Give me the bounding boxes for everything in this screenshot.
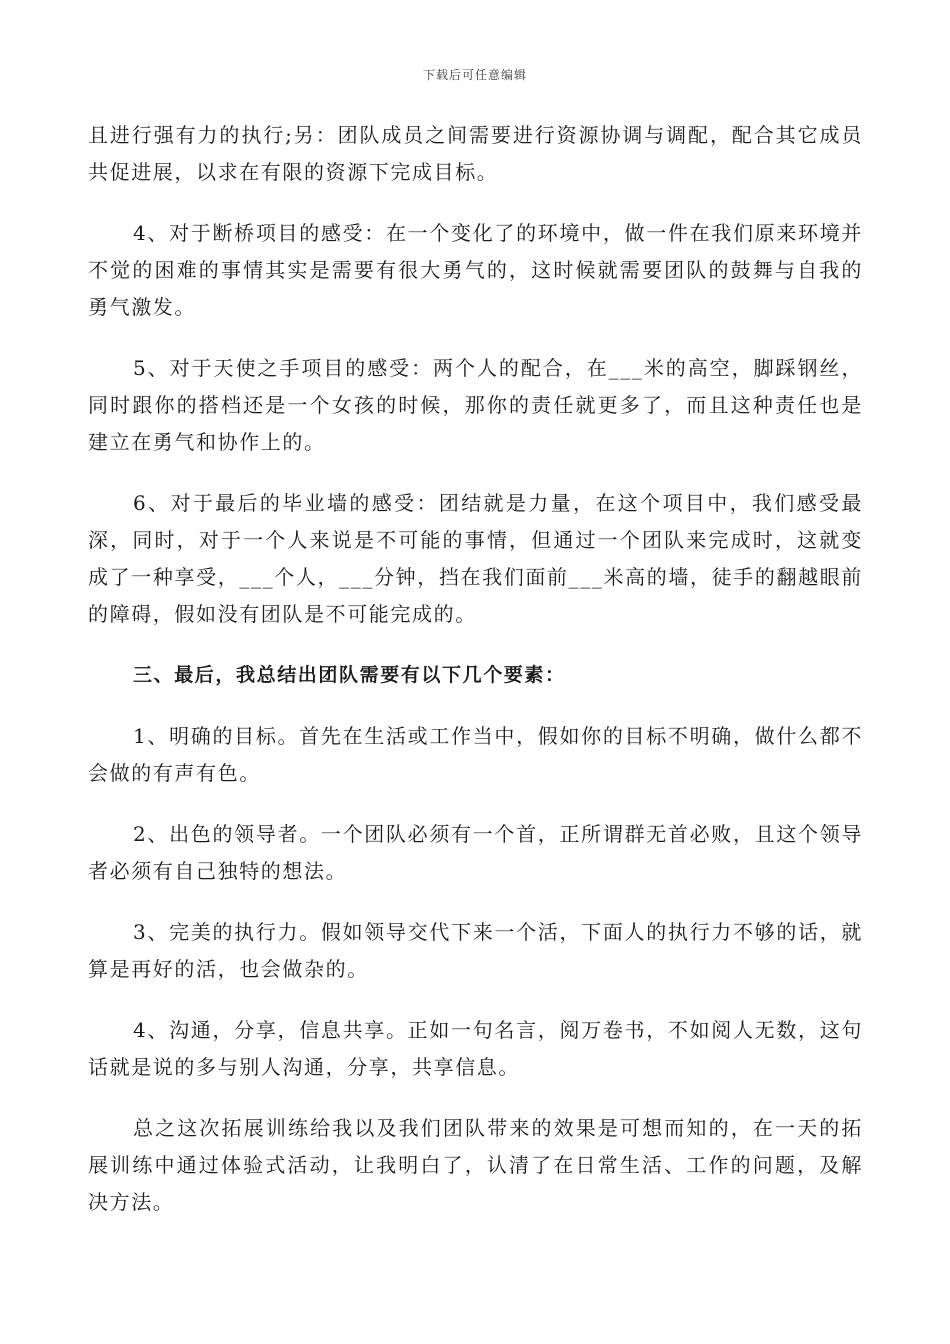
paragraph-element-1-goal: 1、明确的目标。首先在生活或工作当中，假如你的目标不明确，做什么都不会做的有声有色。 (88, 724, 863, 785)
paragraph-continuation: 且进行强有力的执行;另：团队成员之间需要进行资源协调与调配，配合其它成员共促进展，以求在有限的资源下完成目标。 (88, 123, 863, 184)
page-header: 下载后可任意编辑 (422, 68, 527, 82)
section-heading-three: 三、最后，我总结出团队需要有以下几个要素： (133, 664, 566, 686)
document-body (88, 117, 863, 1245)
paragraph-conclusion: 总之这次拓展训练给我以及我们团队带来的效果是可想而知的，在一天的拓展训练中通过体验式活动，让我明白了，认清了在日常生活、工作的问题，及解决方法。 (88, 1116, 863, 1214)
paragraph-item-6-graduation-wall: 6、对于最后的毕业墙的感受：团结就是力量，在这个项目中，我们感受最深，同时，对于一个人来说是不可能的事情，但通过一个团队来完成时，这就变成了一种享受，___个人，___分钟，挡在我们面前___米高的墙，徒手的翻越眼前的障碍，假如没有团队是不可能完成的。 (88, 491, 863, 626)
paragraph-element-3-execution: 3、完美的执行力。假如领导交代下来一个活，下面人的执行力不够的话，就算是再好的活，也会做杂的。 (88, 920, 863, 981)
paragraph-item-5-angel-hand: 5、对于天使之手项目的感受：两个人的配合，在___米的高空，脚踩钢丝，同时跟你的搭档还是一个女孩的时候，那你的责任就更多了，而且这种责任也是建立在勇气和协作上的。 (88, 356, 863, 454)
paragraph-element-4-communication: 4、沟通，分享，信息共享。正如一句名言，阅万卷书，不如阅人无数，这句话就是说的多与别人沟通，分享，共享信息。 (88, 1018, 863, 1079)
paragraph-element-2-leader: 2、出色的领导者。一个团队必须有一个首，正所谓群无首必败，且这个领导者必须有自己独特的想法。 (88, 822, 863, 883)
paragraph-item-4-broken-bridge: 4、对于断桥项目的感受：在一个变化了的环境中，做一件在我们原来环境并不觉的困难的事情其实是需要有很大勇气的，这时候就需要团队的鼓舞与自我的勇气激发。 (88, 221, 863, 319)
